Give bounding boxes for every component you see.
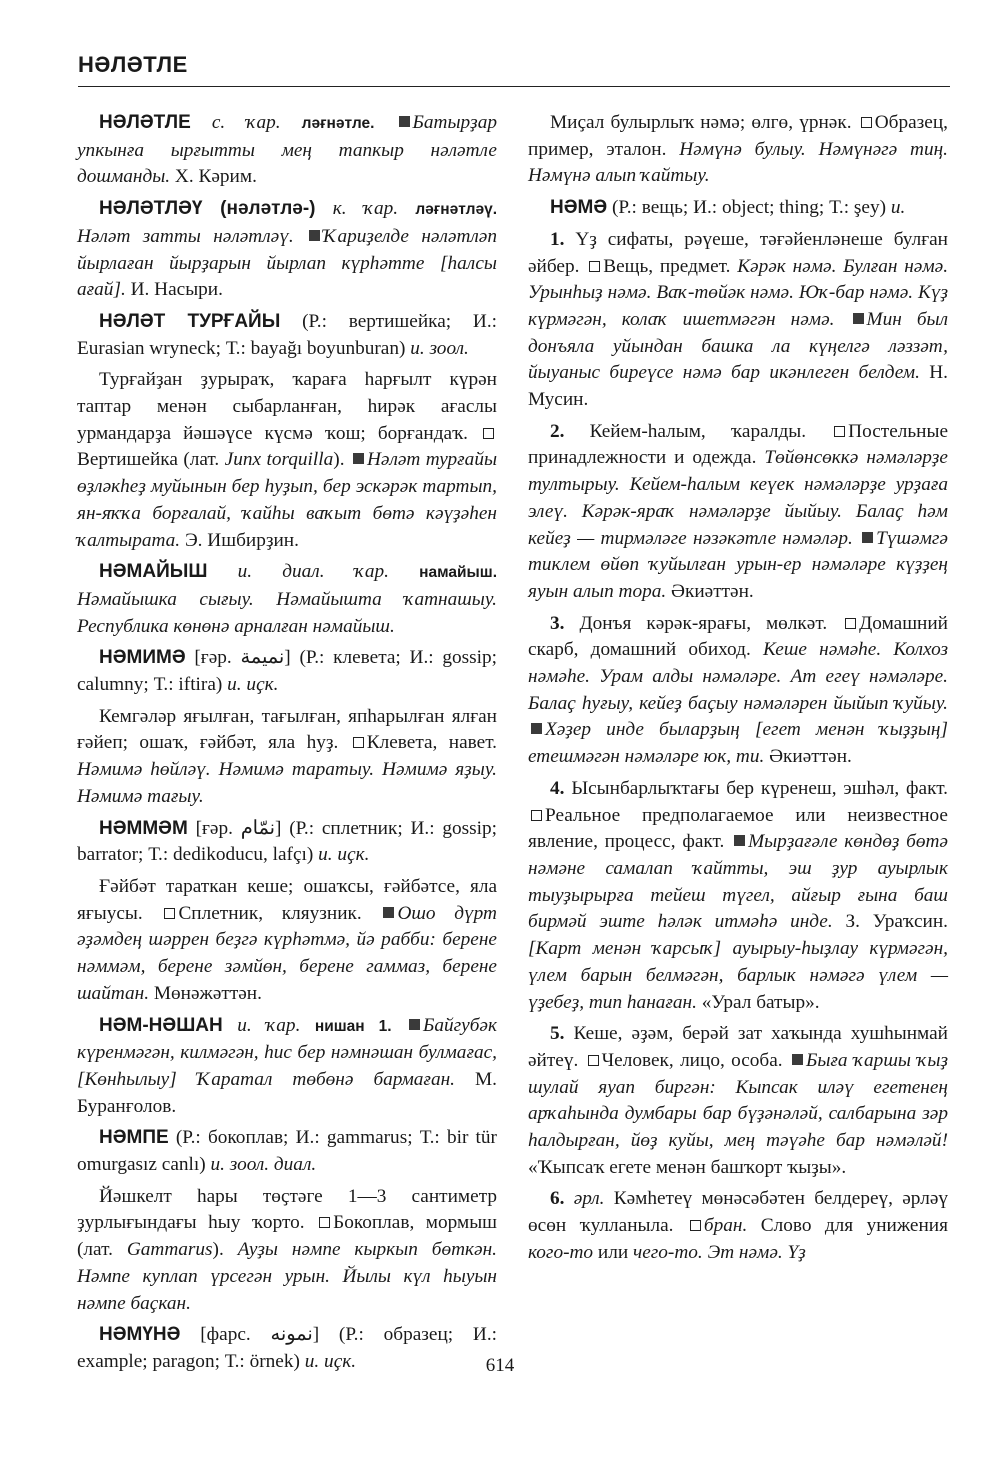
sense-6 [528, 1186, 948, 1266]
label: и. диал. ҡар. [237, 561, 389, 583]
right-column [528, 110, 948, 1272]
source: Х. Кәрим. [174, 166, 257, 188]
entry-nalatlau [77, 196, 497, 304]
source: И. Насыри. [130, 279, 223, 301]
sense-number: 6. [550, 1188, 565, 1210]
entry-nam-nashan [77, 1013, 497, 1121]
example-marker-icon [353, 453, 364, 464]
example-marker-icon [862, 532, 873, 543]
example: Нәмимә һөйләү. Нәмимә таратыу. Нәмимә яҙыу. Нәмимә тағыу. [77, 759, 497, 807]
label: и. иҫк. [318, 844, 370, 866]
definition-text: Донъя кәрәк-ярағы, мөлкәт. [579, 612, 828, 634]
definition-text: Турғайҙан ҙурыраҡ, ҡараға һарғылт күрән таптар менән сыбарланған, һирәк ағаслы урмандарҙа йәшәүсе күсмә ҡош; борғандаҡ. [77, 369, 497, 444]
translation-label: бран. [703, 1215, 748, 1237]
source: Э. Ишбирҙин. [184, 529, 299, 551]
definition-text: Үҙ сифаты, рәүеше, тәғәйенләнеше булған әйбер. [528, 228, 948, 277]
translation: Клевета, навет. [366, 732, 497, 754]
example: Эт нәмә. Үҙ [707, 1241, 806, 1263]
headword: НӘЛӘТЛӘҮ (нәләтлә-) [99, 198, 316, 220]
definition-text: Кейем-һалым, ҡаралды. [589, 420, 807, 442]
example: Ҡариҙелде нәләтләп йырлаған йырҙарын йырлап күрһәтте [һалсы ағай]. [77, 225, 497, 301]
definition [77, 874, 497, 1008]
entry-namaiysh [77, 559, 497, 640]
example: Байгубәк күренмәгән, килмәгән, һис бер нәмнәшан булмағас, [Көнһылыу] Ҡаратал төбөнә бармаған. [77, 1014, 498, 1090]
definition-continued [528, 110, 948, 190]
definition-text: Йәшкелт һары төҫтәге 1—3 сантиметр ҙурлығындағы һыу ҡорто. [77, 1185, 497, 1234]
example: Ауҙы нәмпе кыркып бөткән. Нәмпе куплап үрсегән урын. Йылы күл һыуын нәмпе баҫкан. [77, 1239, 497, 1314]
example: Ошо дүрт әҙәмдең шәррен беҙгә күрһәтмә, йә рабби: берене нәммәм, берене зәмйөн, берене гаммаз, берене шайтан. [77, 902, 497, 1004]
etymology: [ғәр. نميمة] [194, 647, 291, 669]
translation: Постельные принадлежности и одежда. [528, 420, 949, 469]
label: к. ҡар. [332, 198, 399, 220]
example: Нәләт турғайы өҙләкһеҙ муйынын бер һуҙып, бер эскәрәк тартып, ян-яҡҡа борғалай, ҡайһы ваҡыт бөтә кәүҙәһен ҡалтырата. [77, 449, 498, 551]
sense-number: 1. [550, 228, 565, 250]
variant: ләғнәтле. [301, 115, 375, 132]
source: Әкиәттән. [769, 746, 852, 768]
translation: Слово для унижения [760, 1215, 948, 1237]
example-marker-icon [383, 907, 394, 918]
source: З. Ураҡсин. [845, 911, 948, 933]
headword: НӘММӘМ [99, 817, 188, 839]
gloss: (Р.: образец; И.: example; paragon; Т.: örnek) [77, 1324, 498, 1372]
headword: НӘМ-НӘШАН [99, 1014, 223, 1036]
example-marker-icon [399, 116, 410, 127]
translation: Домашний скарб, домашний обиход. [528, 612, 948, 661]
page-number: 614 [485, 1355, 515, 1376]
gloss: (Р.: сплетник; И.: gossip; barrator; Т.: dedikoducu, lafçı) [77, 817, 497, 866]
label: и. ҡар. [237, 1014, 301, 1036]
translation-marker-icon [164, 908, 175, 919]
example: Нәмүнә булыу. Нәмүнәгә тиң. Нәмүнә алып ҡайтыу. [528, 138, 948, 187]
translation: чего-то. [633, 1241, 703, 1263]
label: и. зоол. [410, 337, 469, 359]
label: әрл. [573, 1188, 605, 1210]
example-marker-icon [409, 1019, 420, 1030]
definition [77, 1184, 497, 1318]
gloss: (Р.: вертишейка; И.: Eurasian wryneck; Т.: bayağı boyunburan) [77, 310, 497, 359]
translation-marker-icon [861, 117, 872, 128]
latin-name: Junx torquilla [224, 449, 334, 471]
entry-namima [77, 645, 497, 698]
translation-marker-icon [690, 1220, 701, 1231]
definition [77, 704, 497, 811]
example: Кеше нәмәһе. Колхоз нәмәһе. Урам алды нәмәләре. Ат егеү нәмәләре. Балаҫ һуғыу, кейеҙ баҫыу нәмәләрен йыйып ҡуйыу. [528, 639, 948, 714]
example: Батырҙар упкынға ырғытты мең тапкыр нәләтле дошманды. [77, 112, 497, 188]
punct: ). [212, 1239, 224, 1261]
variant: нишан 1. [314, 1017, 392, 1035]
sense-number: 2. [550, 420, 565, 442]
definition-text: Кәмһетеү мөнәсәбәтен белдереү, әрләү өсөн ҡулланыла. [528, 1188, 949, 1237]
sense-3 [528, 611, 948, 771]
example-marker-icon [734, 835, 745, 846]
gloss: (Р.: клевета; И.: gossip; calumny; Т.: iftira) [77, 647, 498, 696]
example: Быға ҡаршы ҡыҙ шулай яуап биргән: Кыпсак иләү егетенең арҡаһында думбары бар бүҙәнәләй, салбарына зәр һалдырған, йөҙ куйы, мең тәүәһе бар нәмәләй! [528, 1049, 948, 1152]
sense-number: 4. [550, 777, 565, 799]
translation-marker-icon [589, 261, 600, 272]
translation-marker-icon [834, 426, 845, 437]
sense-1 [528, 227, 948, 414]
headword: НӘМАЙЫШ [99, 561, 208, 583]
headword: НӘМҮНӘ [99, 1324, 181, 1346]
source: Әкиәттән. [671, 580, 754, 602]
example: Түшәмгә тиклем өйөп ҡуйылған урын-ер нәмәләре күҙҙең яуын алып тора. [528, 527, 948, 602]
example-marker-icon [531, 723, 542, 734]
example-marker-icon [792, 1054, 803, 1065]
variant: намайыш. [419, 564, 498, 582]
definition [77, 367, 497, 554]
definition-text: Ысынбарлыҡтағы бер күренеш, эшһәл, факт. [571, 777, 948, 799]
example: Төйөнсөккә нәмәләрҙе тултырыу. Кейем-һалым кеүек нәмәләрҙе урҙаға элеү. Кәрәк-яраҡ нәмәләрҙе йыйыу. Балаҫ һәм кейеҙ — тирмәләге нәзәкәтле нәмәләр. [528, 447, 948, 549]
translation-marker-icon [483, 428, 494, 439]
definition-text: Миҫал булырлыҡ нәмә; өлгө, үрнәк. [550, 112, 852, 133]
source: «Урал батыр». [701, 991, 820, 1013]
entry-nampe [77, 1125, 497, 1178]
headword: НӘМӘ [550, 197, 608, 219]
translation-marker-icon [588, 1055, 599, 1066]
latin-name: Gammarus [126, 1239, 213, 1261]
definition-text: Ғәйбәт тараткан кеше; ошаҡсы, ғәйбәтсе, яла яғыусы. [77, 875, 497, 924]
sense-4 [528, 776, 948, 1016]
entry-nalatle [77, 110, 497, 191]
entry-nalat-turgaiy [77, 309, 497, 362]
translation-marker-icon [531, 810, 542, 821]
translation: Вещь, предмет. [603, 255, 731, 277]
sense-5 [528, 1021, 948, 1181]
source: «Ҡыпсаҡ егете менән башҡорт ҡыҙы». [528, 1156, 847, 1178]
gloss: (Р.: бокоплав; И.: gammarus; Т.: bir tür omurgasız canlı) [77, 1127, 497, 1176]
variant: ләғнәтләү. [415, 201, 498, 219]
example: Нәмайышка сығыу. Нәмайышта ҡатнашыу. Республика көнөнә арналған нәмайыш. [77, 588, 497, 637]
sense-number: 3. [550, 612, 565, 634]
headword: НӘМПЕ [99, 1127, 169, 1149]
translation: или [597, 1241, 629, 1263]
gloss: (Р.: вещь; И.: object; thing; Т.: şey) [611, 197, 887, 219]
headword: НӘМИМӘ [99, 647, 186, 669]
definition-text: Кеше, әҙәм, берәй зат хаҡында хушһынмай әйтеү. [528, 1023, 948, 1071]
translation-marker-icon [353, 737, 364, 748]
translation-marker-icon [845, 618, 856, 629]
translation-marker-icon [319, 1217, 330, 1228]
translation: Бокоплав, мормыш (лат. [77, 1212, 497, 1261]
punct: ). [333, 449, 345, 471]
example: Нәләт затты нәләтләү. [77, 225, 294, 247]
example: Хәҙер инде быларҙың [егет менән ҡыҙҙың] етешмәгән нәмәләре юк, ти. [528, 719, 948, 768]
label: и. иҫк. [227, 674, 279, 696]
definition-text: Кемгәләр яғылған, тағылған, япһарылған ялған ғәйеп; ошаҡ, ғәйбәт, яла һуҙ. [77, 705, 497, 754]
sense-2 [528, 419, 948, 606]
etymology: [фарс. نمونه] [200, 1324, 320, 1346]
translation: Сплетник, кляузник. [178, 902, 362, 924]
example-marker-icon [309, 230, 320, 241]
sense-number: 5. [550, 1023, 565, 1045]
source: М. Буранғолов. [77, 1068, 497, 1117]
translation: Вертишейка (лат. [77, 449, 220, 471]
translation: Образец, пример, эталон. [528, 112, 948, 160]
example: [Карт менән ҡарсыҡ] ауырыу-һыҙлау күрмәгән, үлем барын белмәгән, барлык нәмәгә үлем — үҙебеҙ, тип һанаған. [528, 938, 948, 1013]
entry-nama [528, 195, 948, 222]
example: Мин был донъяла уйындан башка ла күңелгә ләззәт, йыуаныс биреүсе нәмә бар икәнлеген белдем. [528, 308, 948, 384]
label: и. иҫк. [304, 1350, 357, 1372]
example: Мырҙағәле көндөҙ бөтә нәмәне самалап ҡайтты, эш ҙур ауырлык тыуҙырырға тейеш түгел, айғыр ғына баш бирмәй эште һәләк итмәһә инде. [528, 831, 948, 933]
entry-nammam [77, 816, 497, 869]
example: Кәрәк нәмә. Булған нәмә. Урынһыҙ нәмә. Ваҡ-төйәк нәмә. Юҡ-бар нәмә. Күҙ күрмәгән, колаҡ ишетмәгән нәмә. [528, 255, 949, 330]
running-head: НӘЛӘТЛЕ [78, 52, 188, 77]
example-marker-icon [853, 313, 864, 324]
etymology: [ғәр. نمّام] [195, 817, 282, 839]
header-rule [78, 86, 950, 87]
headword: НӘЛӘТЛЕ [99, 112, 191, 133]
source: Мөнәжәттән. [153, 982, 262, 1004]
translation: Человек, лицо, особа. [601, 1049, 783, 1071]
left-column [77, 110, 497, 1381]
label: и. [890, 197, 906, 219]
source: Н. Мусин. [528, 362, 948, 411]
translation: кого-то [528, 1241, 594, 1263]
label: и. зоол. диал. [210, 1154, 317, 1176]
label: с. ҡар. [211, 112, 281, 133]
headword: НӘЛӘТ ТУРҒАЙЫ [99, 310, 281, 332]
translation: Реальное предполагаемое или неизвестное явление, процесс, факт. [528, 804, 948, 853]
